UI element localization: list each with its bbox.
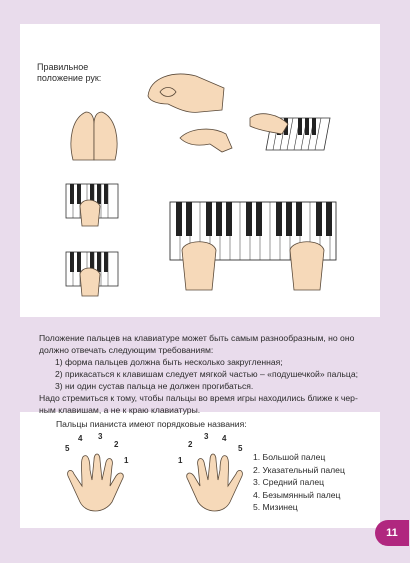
paragraph-line: 3) ни один сустав пальца не должен прогибаться. xyxy=(55,381,254,391)
paragraph-line: должно отвечать следующим требованиям: xyxy=(39,345,214,355)
finger-number: 1 xyxy=(178,456,183,465)
finger-number: 3 xyxy=(204,432,209,441)
paragraph-line: ным клавишам, а не к краю клавиатуры. xyxy=(39,405,201,415)
numbered-hands-drawing xyxy=(60,440,250,520)
paragraph-line: 2) прикасаться к клавишам следует мягкой частью – «подушечкой» пальца; xyxy=(55,369,359,379)
finger-number: 2 xyxy=(188,440,193,449)
finger-number: 1 xyxy=(124,456,129,465)
caption-line-1: Правильное xyxy=(37,62,89,72)
finger-name: 4. Безымянный палец xyxy=(253,489,341,500)
caption-line-2: положение рук: xyxy=(37,73,102,83)
finger-number: 4 xyxy=(78,434,83,443)
paragraph-line: 1) форма пальцев должна быть несколько закругленная; xyxy=(55,357,283,367)
finger-on-key-drawing xyxy=(180,129,232,152)
keyboard-small-1 xyxy=(66,184,118,226)
finger-name: 2. Указательный палец xyxy=(253,464,345,475)
finger-name: 5. Мизинец xyxy=(253,502,298,512)
keyboard-large xyxy=(170,202,336,290)
finger-number: 5 xyxy=(65,444,70,453)
paragraph-line: Положение пальцев на клавиатуре может быть самым разнообразным, но оно xyxy=(39,333,355,343)
rounded-hand-drawing xyxy=(148,74,224,112)
finger-name: 1. Большой палец xyxy=(253,452,326,462)
praying-hands-drawing xyxy=(71,112,117,160)
finger-number: 4 xyxy=(222,434,227,443)
fingers-title: Пальцы пианиста имеют порядковые названия: xyxy=(56,419,247,429)
page-number: 11 xyxy=(375,520,409,546)
keyboard-small-2 xyxy=(66,252,118,296)
finger-number: 5 xyxy=(238,444,243,453)
finger-number: 3 xyxy=(98,432,103,441)
paragraph-line: Надо стремиться к тому, чтобы пальцы во время игры находились ближе к чер- xyxy=(39,393,358,403)
finger-number: 2 xyxy=(114,440,119,449)
finger-names-list xyxy=(253,451,345,514)
finger-name: 3. Средний палец xyxy=(253,477,325,487)
keyboard-small-topright xyxy=(250,114,330,150)
